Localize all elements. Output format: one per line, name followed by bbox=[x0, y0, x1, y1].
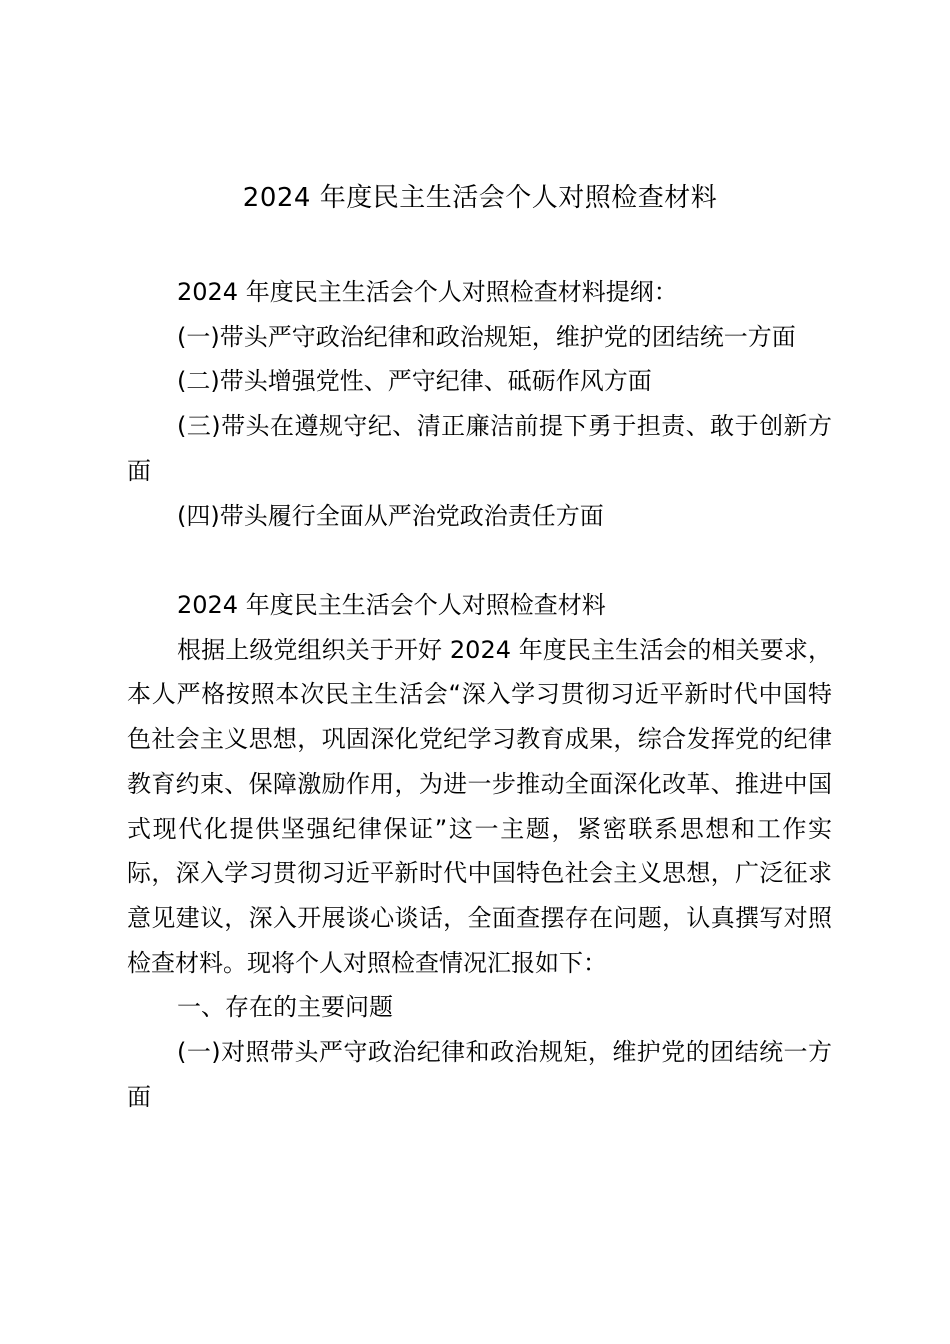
outline-item-3: (三)带头在遵规守纪、清正廉洁前提下勇于担责、敢于创新方面 bbox=[127, 412, 832, 485]
intro-paragraph: 根据上级党组织关于开好 2024 年度民主生活会的相关要求，本人严格按照本次民主生活会“深入学习贯彻习近平新时代中国特色社会主义思想，巩固深化党纪学习教育成果，综合发挥党的纪律教育约束、保障激励作用，为进一步推动全面深化改革、推进中国式现代化提供坚强纪律保证”这一主题，紧密联系思想和工作实际，深入学习贯彻习近平新时代中国特色社会主义思想，广泛征求意见建议，深入开展谈心谈话，全面查摆存在问题，认真撰写对照检查材料。现将个人对照检查情况汇报如下： bbox=[127, 635, 832, 977]
section-heading-1: 一、存在的主要问题 bbox=[177, 993, 393, 1022]
subsection-heading-1: (一)对照带头严守政治纪律和政治规矩，维护党的团结统一方面 bbox=[127, 1038, 832, 1111]
outline-section bbox=[127, 270, 832, 538]
document-title: 2024 年度民主生活会个人对照检查材料 bbox=[242, 183, 718, 213]
outline-item-1: (一)带头严守政治纪律和政治规矩，维护党的团结统一方面 bbox=[177, 322, 796, 351]
outline-heading: 2024 年度民主生活会个人对照检查材料提纲： bbox=[177, 278, 678, 306]
outline-item-2: (二)带头增强党性、严守纪律、砥砺作风方面 bbox=[177, 367, 652, 396]
main-section bbox=[127, 583, 832, 1119]
main-heading: 2024 年度民主生活会个人对照检查材料 bbox=[177, 591, 606, 619]
outline-item-4: (四)带头履行全面从严治党政治责任方面 bbox=[177, 501, 604, 530]
